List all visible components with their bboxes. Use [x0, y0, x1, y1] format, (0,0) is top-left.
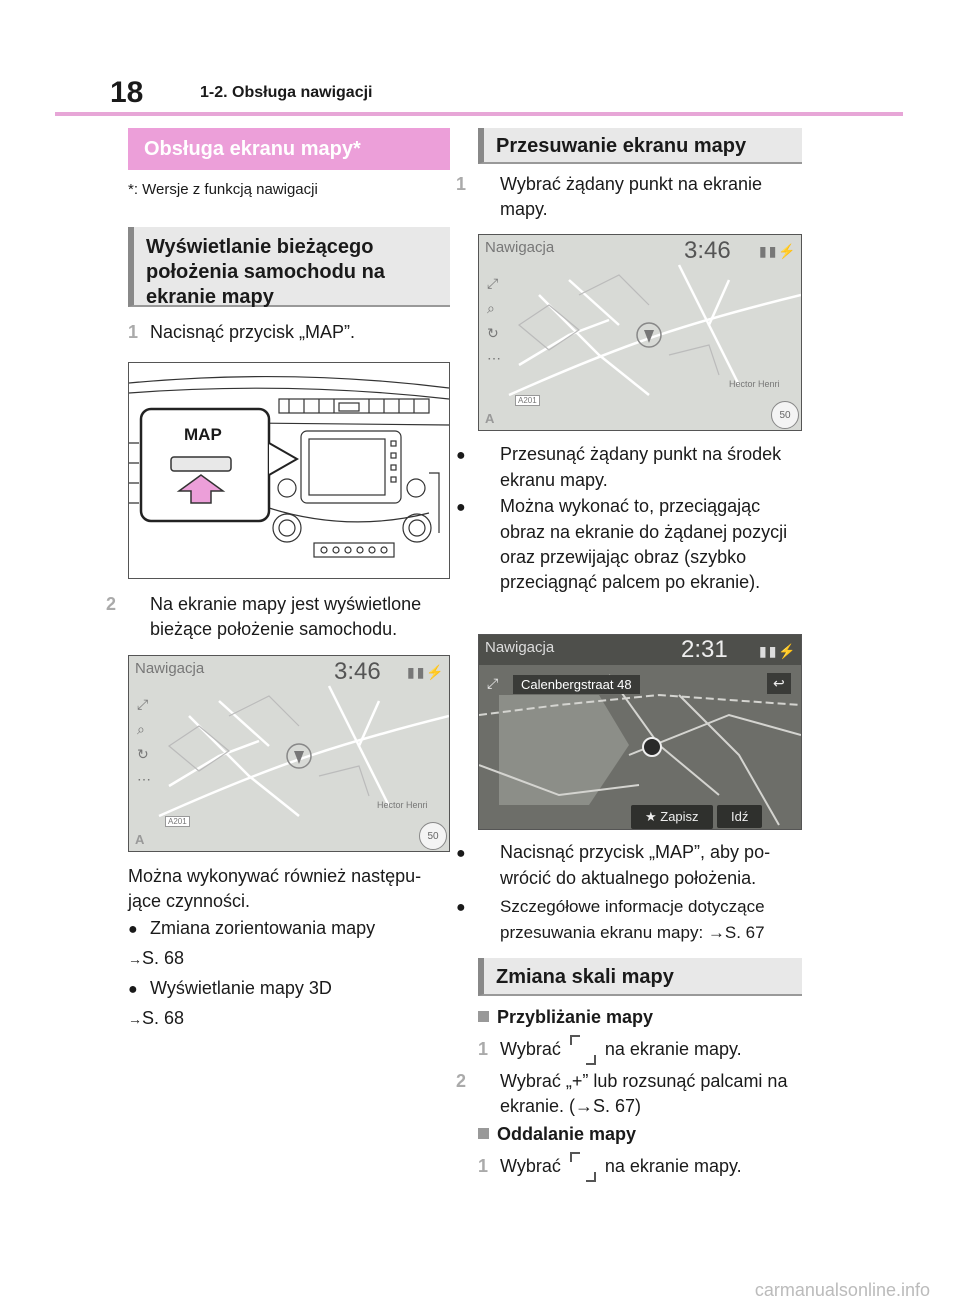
- screen-title: Nawigacja: [485, 239, 555, 256]
- xref-orientation[interactable]: [128, 946, 184, 972]
- bullet-center-point: [456, 442, 802, 493]
- scrolled-map-screen: [478, 634, 802, 830]
- reroute-icon[interactable]: ↻: [137, 746, 149, 762]
- bullet-text: Szczegółowe informacje dotyczące przesuwania ekranu mapy: →S. 67: [500, 897, 765, 942]
- screen-title: Nawigacja: [135, 660, 205, 677]
- screen-clock: 2:31: [681, 636, 728, 663]
- bullet-dot: ●: [456, 899, 466, 916]
- search-icon[interactable]: ⌕: [137, 721, 145, 737]
- status-icons: ▮▮⚡: [407, 664, 446, 680]
- poi-label: Hector Henri: [377, 800, 428, 810]
- zoom-out-step-1: [478, 1151, 802, 1182]
- bullet-dot: ●: [456, 447, 466, 464]
- dashboard-illustration: [128, 362, 450, 579]
- navigation-screen: [128, 655, 450, 852]
- fullscreen-icon[interactable]: ⤢: [487, 275, 499, 291]
- bullet-3d-map: [128, 976, 450, 1002]
- fullscreen-icon[interactable]: ⤢: [487, 675, 499, 691]
- north-indicator[interactable]: A: [135, 832, 145, 847]
- step-text: Wybrać: [500, 1039, 561, 1059]
- status-icons: ▮▮⚡: [759, 243, 798, 259]
- back-icon[interactable]: ↩: [767, 673, 791, 694]
- zoom-scale-button[interactable]: 50: [771, 401, 799, 429]
- dashboard-drawing: [129, 363, 449, 578]
- xref-text: S. 68: [142, 1008, 185, 1028]
- fullscreen-icon[interactable]: ⤢: [137, 696, 149, 712]
- street-address-label[interactable]: Calenbergstraat 48: [513, 675, 640, 694]
- step-number: 1: [456, 174, 467, 194]
- xref-3d-map[interactable]: [128, 1006, 184, 1032]
- navigation-screen-select: [478, 234, 802, 431]
- step-number: 2: [106, 594, 117, 614]
- zoom-scale-button[interactable]: 50: [419, 822, 447, 850]
- bullet-orientation: [128, 916, 450, 942]
- search-icon[interactable]: ⌕: [487, 300, 495, 316]
- go-button[interactable]: Idź: [717, 805, 762, 828]
- zoom-in-icon: [570, 1035, 596, 1065]
- watermark: carmanualsonline.info: [754, 1280, 930, 1300]
- section-title-map-screen: Obsługa ekranu mapy*: [128, 128, 450, 170]
- xref-text: S. 68: [142, 948, 185, 968]
- step-text: Nacisnąć przycisk „MAP”.: [150, 322, 356, 342]
- chapter-title: 1-2. Obsługa nawigacji: [200, 84, 373, 101]
- road-label: A201: [165, 816, 190, 827]
- step-number: 1: [128, 322, 139, 342]
- subheading-zoom-out: [478, 1122, 636, 1147]
- step-1: [128, 320, 450, 345]
- bullet-return-position: [456, 840, 802, 891]
- right-step-1: [456, 172, 802, 222]
- step-text: Wybrać żądany punkt na ekranie mapy.: [500, 174, 762, 219]
- arrow-icon: →: [128, 951, 142, 967]
- zoom-in-step-2: [456, 1069, 802, 1119]
- section-title-map-scale: Zmiana skali mapy: [478, 958, 802, 996]
- bullet-drag-scroll: [456, 494, 802, 595]
- step-text: na ekranie mapy.: [604, 1039, 742, 1059]
- status-icons: ▮▮⚡: [759, 643, 798, 659]
- zoom-out-icon: [570, 1152, 596, 1182]
- subheading-text: Przybliżanie mapy: [497, 1007, 654, 1027]
- step-text: Wybrać „+” lub rozsunąć palcami na ekranie. (→S. 67): [500, 1071, 788, 1116]
- subsection-title-current-position: Wyświetlanie bieżącego położenia samochodu na ekranie mapy: [128, 227, 450, 307]
- reroute-icon[interactable]: ↻: [487, 325, 499, 341]
- paragraph-more-operations: Można wykonywać również następu-jące czynności.: [128, 866, 422, 911]
- screen-clock: 3:46: [334, 658, 381, 685]
- step-number: 1: [478, 1156, 489, 1176]
- subheading-text: Oddalanie mapy: [497, 1124, 637, 1144]
- step-2: [106, 592, 450, 642]
- header-divider: [55, 112, 903, 116]
- bullet-details-ref: [456, 894, 802, 945]
- map-area: [479, 635, 801, 829]
- section-title-move-map: Przesuwanie ekranu mapy: [478, 128, 802, 164]
- zoom-in-step-1: [478, 1034, 802, 1065]
- subheading-zoom-in: [478, 1005, 653, 1030]
- step-text: Wybrać: [500, 1156, 561, 1176]
- road-label: A201: [515, 395, 540, 406]
- step-text: na ekranie mapy.: [604, 1156, 742, 1176]
- bullet-dot: ●: [456, 845, 466, 862]
- map-button-label: MAP: [184, 425, 222, 444]
- bullet-dot: ●: [128, 921, 138, 938]
- step-number: 1: [478, 1039, 489, 1059]
- bullet-text: Wyświetlanie mapy 3D: [150, 978, 332, 998]
- step-number: 2: [456, 1071, 467, 1091]
- screen-title: Nawigacja: [485, 639, 555, 656]
- footnote: *: Wersje z funkcją nawigacji: [128, 181, 318, 198]
- page-number: 18: [110, 76, 144, 109]
- bullet-text: Przesunąć żądany punkt na środek ekranu mapy.: [500, 444, 782, 490]
- square-bullet: [478, 1128, 489, 1139]
- bullet-dot: ●: [128, 981, 138, 998]
- arrow-icon: →: [128, 1011, 142, 1027]
- bullet-text: Nacisnąć przycisk „MAP”, aby po-wrócić do aktualnego położenia.: [500, 842, 771, 888]
- screen-clock: 3:46: [684, 237, 731, 264]
- save-button[interactable]: ★ Zapisz: [631, 805, 713, 829]
- square-bullet: [478, 1011, 489, 1022]
- more-icon[interactable]: ⋯: [487, 350, 501, 366]
- bullet-text: Można wykonać to, przeciągając obraz na ekranie do żądanej pozycji oraz przewijając obraz (szybko przeciągnąć palcem po ekranie).: [500, 496, 788, 592]
- bullet-text: Zmiana zorientowania mapy: [150, 918, 376, 938]
- bullet-dot: ●: [456, 499, 466, 516]
- poi-label: Hector Henri: [729, 379, 780, 389]
- more-icon[interactable]: ⋯: [137, 771, 151, 787]
- step-text: Na ekranie mapy jest wyświetlone bieżące położenie samochodu.: [150, 594, 422, 639]
- north-indicator[interactable]: A: [485, 411, 495, 426]
